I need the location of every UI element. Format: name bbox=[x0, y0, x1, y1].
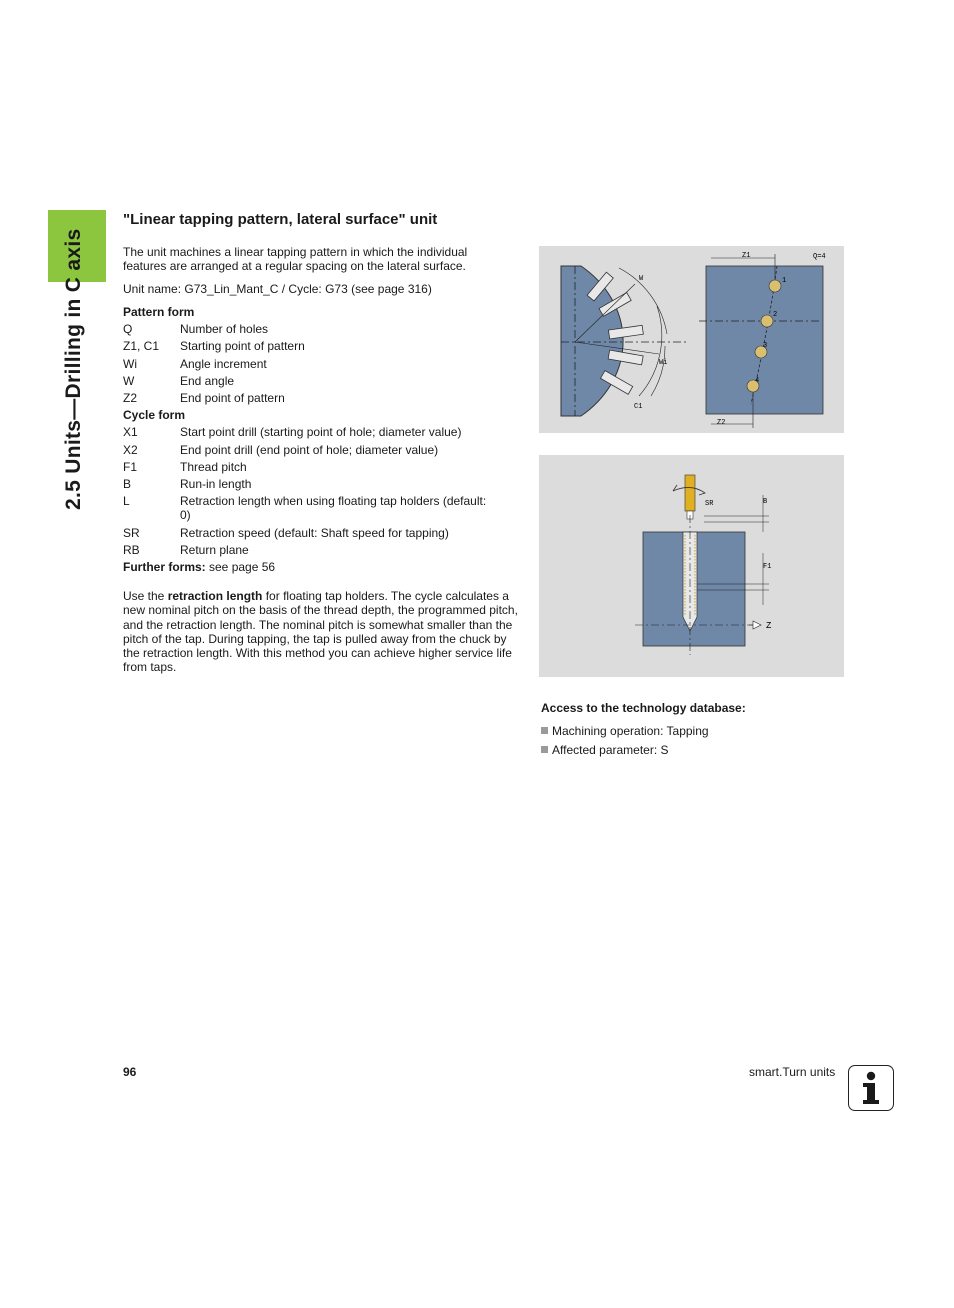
param-desc: Number of holes bbox=[180, 322, 269, 336]
label-z2: Z2 bbox=[717, 419, 726, 427]
param-desc: Starting point of pattern bbox=[180, 339, 305, 353]
hole-label: 1 bbox=[782, 277, 787, 285]
body-text: Use the bbox=[123, 589, 168, 603]
label-wi: Wi bbox=[659, 359, 668, 367]
hole-label: 3 bbox=[763, 342, 768, 350]
param-key: X2 bbox=[123, 443, 138, 457]
param-desc: End angle bbox=[180, 374, 235, 388]
body-text: for floating tap holders. The cycle calculates a new nominal pitch on the basis of the thread depth, the programmed pitch, and the retraction length. The nominal pitch is somewhat smaller than the pitch of the tap. During tapping, the tap is pulled away from the chuck by the retraction length. With this method you can achieve higher service life from taps. bbox=[123, 589, 518, 675]
label-c1: C1 bbox=[634, 403, 643, 411]
body-bold-term: retraction length bbox=[167, 589, 263, 603]
param-key: Z2 bbox=[123, 391, 138, 405]
label-z: Z bbox=[766, 621, 772, 631]
param-key: Q bbox=[123, 322, 133, 336]
param-desc: Retraction speed (default: Shaft speed for tapping) bbox=[180, 526, 449, 540]
param-key: F1 bbox=[123, 460, 138, 474]
unit-name-line: Unit name: G73_Lin_Mant_C / Cycle: G73 (see page 316) bbox=[123, 282, 432, 296]
pattern-form-label: Pattern form bbox=[123, 305, 195, 319]
retraction-paragraph bbox=[123, 589, 519, 675]
param-desc: Start point drill (starting point of hole; diameter value) bbox=[180, 425, 462, 439]
param-key: Z1, C1 bbox=[123, 339, 160, 353]
param-key: B bbox=[123, 477, 132, 491]
label-sr: SR bbox=[705, 500, 714, 508]
hole-label: 2 bbox=[773, 311, 778, 319]
further-forms bbox=[123, 560, 275, 574]
access-item-text: Affected parameter: S bbox=[552, 743, 669, 757]
param-desc: End point of pattern bbox=[180, 391, 285, 405]
param-desc: Return plane bbox=[180, 543, 249, 557]
tapping-diagram-svg bbox=[539, 455, 844, 677]
param-key: L bbox=[123, 494, 130, 508]
label-b: B bbox=[763, 498, 768, 506]
label-q: Q=4 bbox=[813, 253, 826, 261]
access-item bbox=[541, 743, 669, 757]
intro-paragraph: The unit machines a linear tapping pattern in which the individual features are arranged at a regular spacing on the lateral surface. bbox=[123, 245, 468, 273]
param-desc: Run-in length bbox=[180, 477, 252, 491]
figure-pattern-diagram bbox=[539, 246, 844, 433]
param-key: Wi bbox=[123, 357, 137, 371]
page-heading: "Linear tapping pattern, lateral surface" unit bbox=[123, 211, 438, 228]
label-f1: F1 bbox=[763, 563, 772, 571]
param-key: RB bbox=[123, 543, 140, 557]
hole-label: 4 bbox=[755, 377, 760, 385]
hole-1 bbox=[769, 280, 781, 292]
bullet-square-icon bbox=[541, 746, 548, 753]
pattern-diagram-svg bbox=[539, 246, 844, 433]
bullet-square-icon bbox=[541, 727, 548, 734]
param-key: SR bbox=[123, 526, 140, 540]
access-item-text: Machining operation: Tapping bbox=[552, 724, 709, 738]
access-title: Access to the technology database: bbox=[541, 701, 746, 715]
hole-2 bbox=[761, 315, 773, 327]
further-forms-label: Further forms: bbox=[123, 560, 206, 574]
param-desc: Retraction length when using floating tap holders (default: 0) bbox=[180, 494, 487, 522]
param-key: X1 bbox=[123, 425, 138, 439]
cycle-form-label: Cycle form bbox=[123, 408, 186, 422]
param-desc: Thread pitch bbox=[180, 460, 247, 474]
access-item bbox=[541, 724, 709, 738]
further-forms-link[interactable]: see page 56 bbox=[205, 560, 276, 574]
chapter-side-title: 2.5 Units—Drilling in C axis bbox=[62, 228, 85, 510]
param-desc: End point drill (end point of hole; diameter value) bbox=[180, 443, 439, 457]
label-z1: Z1 bbox=[742, 252, 751, 260]
info-icon bbox=[848, 1065, 894, 1111]
label-w: W bbox=[639, 275, 644, 283]
param-desc: Angle increment bbox=[180, 357, 267, 371]
figure-tapping-diagram bbox=[539, 455, 844, 677]
param-key: W bbox=[123, 374, 135, 388]
footer-text: smart.Turn units bbox=[749, 1065, 836, 1079]
page-number: 96 bbox=[123, 1065, 137, 1079]
